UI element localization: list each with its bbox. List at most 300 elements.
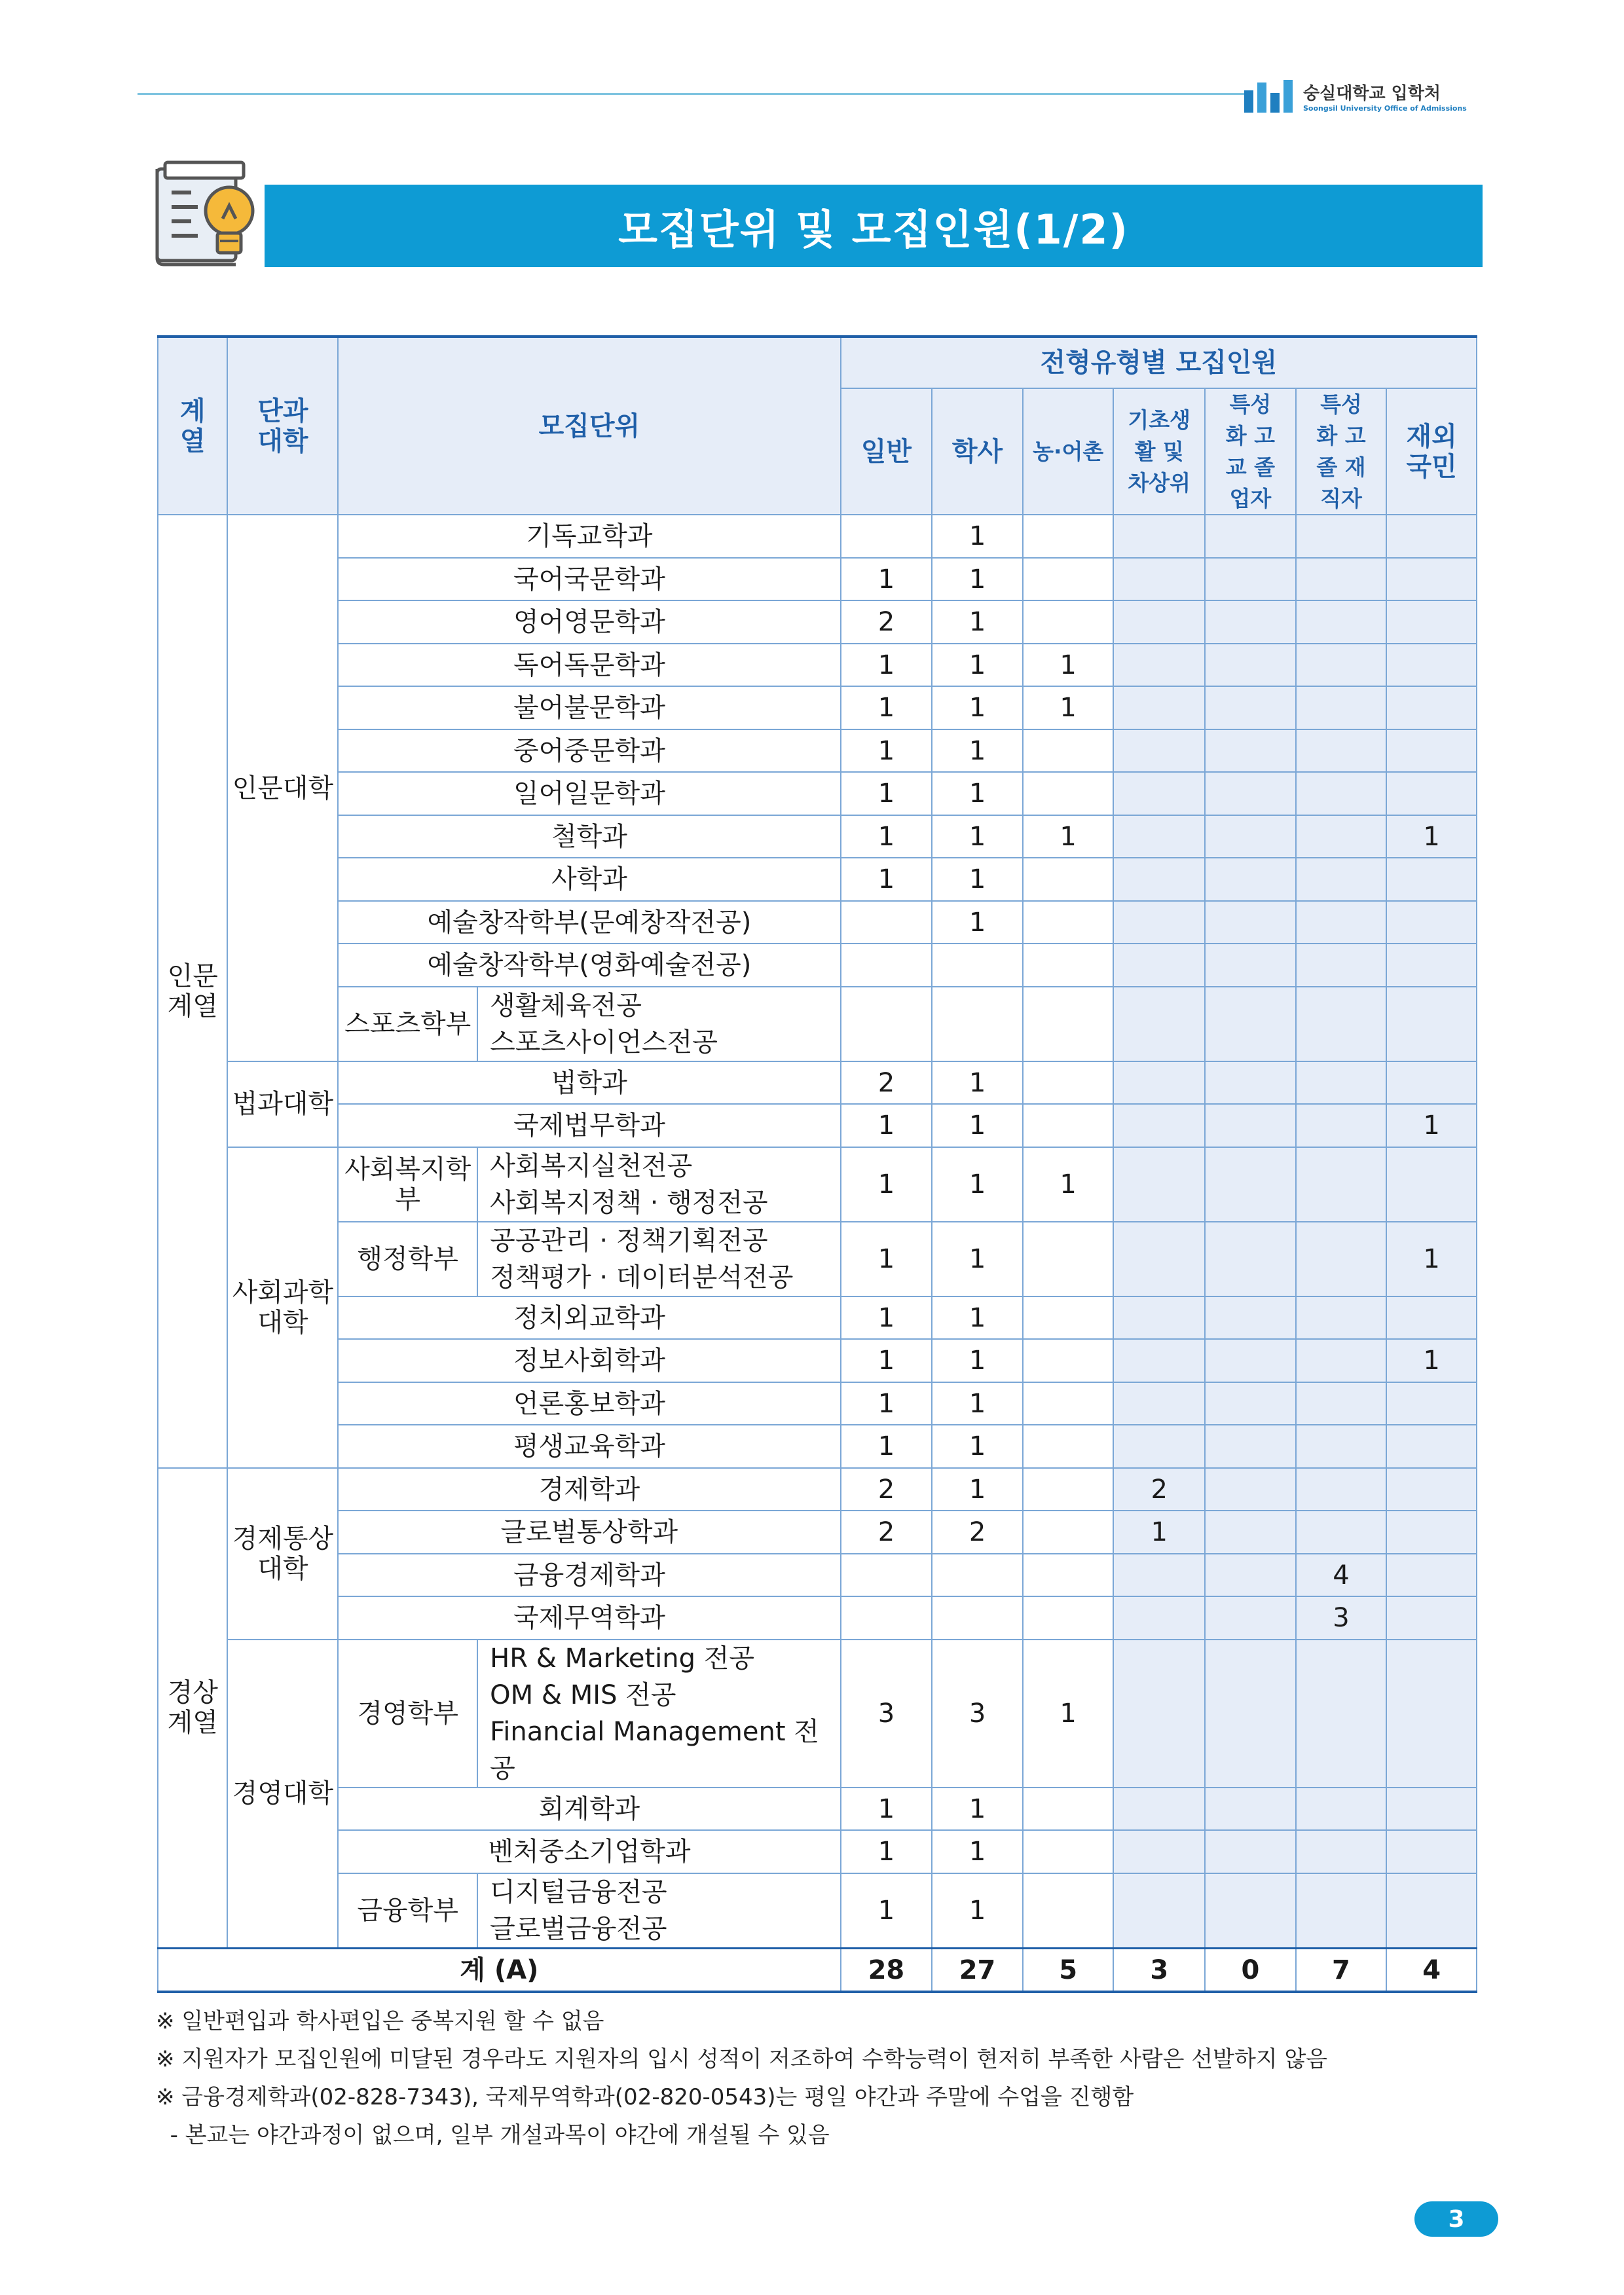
table-row [158, 1554, 1477, 1597]
quota-cell: 1 [1386, 815, 1477, 858]
quota-cell [1023, 1511, 1114, 1554]
quota-cell: 1 [1386, 1339, 1477, 1382]
quota-cell [1023, 1222, 1114, 1296]
quota-cell: 1 [932, 772, 1023, 815]
quota-cell [1113, 944, 1205, 987]
table-row [158, 1061, 1477, 1105]
quota-cell [1113, 686, 1205, 729]
quota-cell [841, 987, 932, 1061]
total-cell: 28 [841, 1948, 932, 1992]
quota-cell [1296, 600, 1387, 644]
quota-cell [1386, 858, 1477, 901]
quota-cell [1386, 1596, 1477, 1640]
quota-cell [1296, 1873, 1387, 1949]
quota-cell [1296, 1468, 1387, 1511]
quota-cell [1023, 558, 1114, 601]
quota-cell [1113, 1061, 1205, 1105]
quota-cell [841, 1554, 932, 1597]
quota-cell: 1 [932, 1222, 1023, 1296]
quota-cell [1296, 1788, 1387, 1831]
quota-cell [1296, 1104, 1387, 1147]
subdivision-cell: 행정학부 [338, 1222, 477, 1296]
quota-cell [1205, 1873, 1296, 1949]
quota-cell [1113, 729, 1205, 773]
quota-cell: 1 [932, 1873, 1023, 1949]
quota-cell [1296, 944, 1387, 987]
quota-cell [1296, 1640, 1387, 1788]
unit-cell: 기독교학과 [338, 515, 840, 558]
quota-cell [1113, 1147, 1205, 1222]
quota-cell [1386, 772, 1477, 815]
unit-cell: 예술창작학부(문예창작전공) [338, 901, 840, 944]
quota-cell [1386, 600, 1477, 644]
quota-cell [1113, 858, 1205, 901]
quota-cell [1296, 1296, 1387, 1340]
quota-cell [1113, 1873, 1205, 1949]
quota-cell: 1 [932, 1296, 1023, 1340]
quota-cell: 1 [932, 729, 1023, 773]
quota-cell [1023, 772, 1114, 815]
header-college: 단과 대학 [227, 337, 338, 515]
quota-cell [932, 944, 1023, 987]
unit-cell: 생활체육전공 스포츠사이언스전공 [477, 987, 840, 1061]
quota-cell: 1 [1023, 815, 1114, 858]
note-item: ※ 일반편입과 학사편입은 중복지원 할 수 없음 [156, 2008, 604, 2034]
total-cell: 0 [1205, 1948, 1296, 1992]
total-cell: 3 [1113, 1948, 1205, 1992]
unit-cell: 불어불문학과 [338, 686, 840, 729]
total-cell: 7 [1296, 1948, 1387, 1992]
quota-cell [1386, 1147, 1477, 1222]
quota-cell [1023, 515, 1114, 558]
quota-cell: 1 [1023, 644, 1114, 687]
unit-cell: 국제무역학과 [338, 1596, 840, 1640]
quota-cell: 1 [1023, 1640, 1114, 1788]
unit-cell: 영어영문학과 [338, 600, 840, 644]
college-cell: 법과대학 [227, 1061, 338, 1147]
quota-cell [1296, 987, 1387, 1061]
quota-cell [1296, 1061, 1387, 1105]
logo-korean-text: 숭실대학교 입학처 [1303, 84, 1441, 103]
table-row [158, 1147, 1477, 1222]
quota-cell [1386, 1640, 1477, 1788]
header-type-bachelor: 학사 [932, 388, 1023, 515]
quota-cell: 2 [841, 600, 932, 644]
quota-cell [1023, 1554, 1114, 1597]
quota-cell: 1 [932, 815, 1023, 858]
quota-cell [1205, 729, 1296, 773]
quota-cell [1205, 815, 1296, 858]
quota-cell [1023, 987, 1114, 1061]
table-row [158, 644, 1477, 687]
quota-cell: 1 [932, 558, 1023, 601]
unit-cell: 예술창작학부(영화예술전공) [338, 944, 840, 987]
college-cell: 인문대학 [227, 515, 338, 1061]
table-row [158, 944, 1477, 987]
quota-cell [1205, 1468, 1296, 1511]
unit-cell: 회계학과 [338, 1788, 840, 1831]
quota-cell [1205, 987, 1296, 1061]
quota-cell: 2 [841, 1061, 932, 1105]
quota-cell [1023, 1382, 1114, 1425]
quota-cell [1113, 1830, 1205, 1873]
quota-cell: 1 [841, 1222, 932, 1296]
table-row [158, 901, 1477, 944]
quota-cell [1113, 1788, 1205, 1831]
quota-cell: 1 [841, 644, 932, 687]
quota-cell [1296, 1339, 1387, 1382]
total-cell: 4 [1386, 1948, 1477, 1992]
quota-cell [1113, 1640, 1205, 1788]
quota-cell [1386, 944, 1477, 987]
quota-cell [1386, 1061, 1477, 1105]
quota-cell: 1 [841, 1147, 932, 1222]
quota-cell: 1 [932, 600, 1023, 644]
unit-cell: HR & Marketing 전공 OM & MIS 전공 Financial Management 전공 [477, 1640, 840, 1788]
quota-cell [1113, 1382, 1205, 1425]
quota-cell [932, 987, 1023, 1061]
quota-cell [1386, 1382, 1477, 1425]
quota-cell: 2 [841, 1468, 932, 1511]
quota-cell [1205, 1061, 1296, 1105]
quota-cell: 1 [841, 1382, 932, 1425]
quota-cell [1113, 1425, 1205, 1468]
document-lightbulb-icon [152, 160, 270, 271]
quota-cell: 1 [932, 1830, 1023, 1873]
header-type-general: 일반 [841, 388, 932, 515]
quota-cell [1386, 1511, 1477, 1554]
quota-cell [1386, 644, 1477, 687]
quota-cell [1113, 644, 1205, 687]
quota-cell [841, 515, 932, 558]
quota-cell [1023, 1830, 1114, 1873]
quota-cell: 1 [1023, 1147, 1114, 1222]
quota-cell [1023, 1061, 1114, 1105]
unit-cell: 정치외교학과 [338, 1296, 840, 1340]
quota-cell [1296, 772, 1387, 815]
quota-cell: 1 [932, 1147, 1023, 1222]
quota-cell: 1 [841, 1873, 932, 1949]
quota-cell [1023, 1296, 1114, 1340]
header-quota-group: 전형유형별 모집인원 [841, 337, 1477, 388]
unit-cell: 언론홍보학과 [338, 1382, 840, 1425]
table-row [158, 729, 1477, 773]
unit-cell: 국어국문학과 [338, 558, 840, 601]
quota-cell [1386, 686, 1477, 729]
quota-cell: 1 [841, 815, 932, 858]
quota-cell [1023, 1596, 1114, 1640]
quota-cell [1386, 1425, 1477, 1468]
quota-cell [1296, 815, 1387, 858]
table-row [158, 815, 1477, 858]
quota-cell [1205, 644, 1296, 687]
page-title: 모집단위 및 모집인원(1/2) [618, 205, 1129, 253]
quota-cell [1386, 1873, 1477, 1949]
quota-cell: 1 [932, 515, 1023, 558]
quota-cell [1113, 558, 1205, 601]
subdivision-cell: 금융학부 [338, 1873, 477, 1949]
unit-cell: 일어일문학과 [338, 772, 840, 815]
logo-mark-icon [1244, 80, 1293, 113]
quota-cell [1205, 1788, 1296, 1831]
quota-cell [1386, 729, 1477, 773]
unit-cell: 벤처중소기업학과 [338, 1830, 840, 1873]
gye-cell: 경상 계열 [158, 1468, 227, 1949]
quota-cell [1296, 1830, 1387, 1873]
quota-cell [1023, 1339, 1114, 1382]
college-cell: 경영대학 [227, 1640, 338, 1949]
quota-cell: 1 [932, 858, 1023, 901]
unit-cell: 사학과 [338, 858, 840, 901]
quota-cell [1205, 1296, 1296, 1340]
table-row [158, 1873, 1477, 1949]
quota-cell: 1 [1386, 1104, 1477, 1147]
quota-cell [1023, 1468, 1114, 1511]
quota-cell [1113, 1339, 1205, 1382]
header-type-vocational-worker: 특성화 고졸 재직자 [1296, 388, 1387, 515]
quota-cell [932, 1596, 1023, 1640]
quota-cell [1023, 1104, 1114, 1147]
quota-cell [1205, 858, 1296, 901]
quota-cell [1386, 1788, 1477, 1831]
quota-cell: 1 [841, 858, 932, 901]
quota-cell [1205, 1425, 1296, 1468]
table-row [158, 1425, 1477, 1468]
header-type-basic-living: 기초생활 및 차상위 [1113, 388, 1205, 515]
quota-cell [1296, 558, 1387, 601]
unit-cell: 평생교육학과 [338, 1425, 840, 1468]
quota-cell [1113, 772, 1205, 815]
unit-cell: 독어독문학과 [338, 644, 840, 687]
unit-cell: 글로벌통상학과 [338, 1511, 840, 1554]
quota-cell: 2 [1113, 1468, 1205, 1511]
quota-cell [1205, 558, 1296, 601]
unit-cell: 디지털금융전공 글로벌금융전공 [477, 1873, 840, 1949]
note-item: ※ 지원자가 모집인원에 미달된 경우라도 지원자의 입시 성적이 저조하여 수학능력이 현저히 부족한 사람은 선발하지 않음 [156, 2046, 1328, 2072]
quota-cell [1113, 515, 1205, 558]
notes-section [156, 2002, 1485, 2154]
table-row [158, 1296, 1477, 1340]
quota-cell [1296, 1511, 1387, 1554]
quota-cell: 3 [841, 1640, 932, 1788]
quota-cell [1296, 1425, 1387, 1468]
quota-cell [1113, 1104, 1205, 1147]
table-row [158, 1104, 1477, 1147]
quota-cell: 1 [932, 644, 1023, 687]
quota-cell [1296, 515, 1387, 558]
quota-cell [1296, 901, 1387, 944]
college-cell: 경제통상 대학 [227, 1468, 338, 1640]
quota-cell: 1 [932, 1339, 1023, 1382]
quota-cell [1205, 1511, 1296, 1554]
quota-cell [1113, 1222, 1205, 1296]
total-label: 계 (A) [158, 1948, 841, 1992]
quota-cell: 1 [841, 1296, 932, 1340]
admissions-quota-table [157, 335, 1477, 1993]
note-item: - 본교는 야간과정이 없으며, 일부 개설과목이 야간에 개설될 수 있음 [156, 2122, 830, 2148]
quota-cell [1205, 1382, 1296, 1425]
quota-cell [1386, 1830, 1477, 1873]
table-row [158, 686, 1477, 729]
quota-cell: 1 [841, 1788, 932, 1831]
quota-cell [1205, 686, 1296, 729]
table-row [158, 858, 1477, 901]
quota-cell [1296, 1147, 1387, 1222]
quota-cell [1023, 1873, 1114, 1949]
page-title-bar [265, 185, 1483, 267]
college-cell: 사회과학 대학 [227, 1147, 338, 1468]
quota-cell [1205, 944, 1296, 987]
quota-cell [1023, 729, 1114, 773]
table-row [158, 1788, 1477, 1831]
quota-cell: 1 [932, 1425, 1023, 1468]
quota-cell: 1 [932, 1788, 1023, 1831]
quota-cell [1205, 1640, 1296, 1788]
quota-cell [1296, 644, 1387, 687]
header-type-overseas: 재외 국민 [1386, 388, 1477, 515]
quota-cell [841, 1596, 932, 1640]
quota-cell: 1 [1023, 686, 1114, 729]
quota-cell: 1 [932, 901, 1023, 944]
unit-cell: 금융경제학과 [338, 1554, 840, 1597]
quota-cell [1023, 858, 1114, 901]
subdivision-cell: 경영학부 [338, 1640, 477, 1788]
table-row [158, 1640, 1477, 1788]
header-type-rural: 농·어촌 [1023, 388, 1114, 515]
quota-cell: 3 [1296, 1596, 1387, 1640]
header-gye: 계 열 [158, 337, 227, 515]
table-row [158, 515, 1477, 558]
quota-cell: 1 [932, 686, 1023, 729]
quota-cell: 1 [841, 1339, 932, 1382]
quota-cell [1386, 558, 1477, 601]
quota-cell [841, 944, 932, 987]
table-row [158, 1596, 1477, 1640]
table-row [158, 1468, 1477, 1511]
table-row [158, 1339, 1477, 1382]
gye-cell: 인문 계열 [158, 515, 227, 1468]
quota-cell [1023, 901, 1114, 944]
quota-cell [1205, 1222, 1296, 1296]
unit-cell: 국제법무학과 [338, 1104, 840, 1147]
quota-cell [1296, 1382, 1387, 1425]
quota-cell [1386, 515, 1477, 558]
quota-cell [1023, 1788, 1114, 1831]
quota-cell: 3 [932, 1640, 1023, 1788]
quota-cell [1023, 600, 1114, 644]
quota-cell: 1 [932, 1468, 1023, 1511]
total-cell: 27 [932, 1948, 1023, 1992]
quota-cell [1023, 1425, 1114, 1468]
quota-cell [1386, 987, 1477, 1061]
quota-cell [1296, 729, 1387, 773]
table-row [158, 772, 1477, 815]
quota-cell [1386, 1468, 1477, 1511]
quota-cell [1023, 944, 1114, 987]
quota-cell [1205, 1147, 1296, 1222]
quota-cell [1113, 815, 1205, 858]
unit-cell: 경제학과 [338, 1468, 840, 1511]
unit-cell: 사회복지실천전공 사회복지정책 · 행정전공 [477, 1147, 840, 1222]
quota-cell: 2 [932, 1511, 1023, 1554]
total-row [158, 1948, 1477, 1992]
table-row [158, 1511, 1477, 1554]
table-row [158, 987, 1477, 1061]
quota-cell: 1 [841, 772, 932, 815]
quota-cell [1205, 1104, 1296, 1147]
header-unit: 모집단위 [338, 337, 840, 515]
quota-cell: 1 [1386, 1222, 1477, 1296]
logo-english-text: Soongsil University Office of Admissions [1303, 104, 1467, 113]
quota-cell [1296, 1222, 1387, 1296]
quota-cell [1205, 600, 1296, 644]
quota-cell [1205, 1554, 1296, 1597]
quota-cell: 1 [841, 686, 932, 729]
quota-cell [1386, 901, 1477, 944]
quota-cell [1296, 686, 1387, 729]
table-body [158, 515, 1477, 1992]
quota-cell: 1 [841, 1425, 932, 1468]
quota-cell: 1 [841, 1830, 932, 1873]
quota-cell: 2 [841, 1511, 932, 1554]
table-row [158, 600, 1477, 644]
quota-cell [1113, 901, 1205, 944]
table-row [158, 1382, 1477, 1425]
quota-cell [1205, 1830, 1296, 1873]
quota-cell [1113, 1296, 1205, 1340]
quota-cell: 1 [841, 1104, 932, 1147]
total-cell: 5 [1023, 1948, 1114, 1992]
subdivision-cell: 사회복지학부 [338, 1147, 477, 1222]
university-logo [1244, 73, 1519, 119]
quota-cell [1205, 1596, 1296, 1640]
quota-cell [1296, 858, 1387, 901]
quota-cell [1386, 1554, 1477, 1597]
unit-cell: 철학과 [338, 815, 840, 858]
quota-cell [1205, 1339, 1296, 1382]
quota-cell [1386, 1296, 1477, 1340]
quota-cell: 1 [932, 1104, 1023, 1147]
unit-cell: 정보사회학과 [338, 1339, 840, 1382]
table-row [158, 1830, 1477, 1873]
note-item: ※ 금융경제학과(02-828-7343), 국제무역학과(02-820-0543)는 평일 야간과 주말에 수업을 진행함 [156, 2084, 1134, 2110]
quota-cell [1113, 1596, 1205, 1640]
quota-cell [932, 1554, 1023, 1597]
header-rule [138, 93, 1401, 95]
quota-cell [1205, 772, 1296, 815]
table-row [158, 558, 1477, 601]
quota-cell [841, 901, 932, 944]
quota-cell: 1 [932, 1382, 1023, 1425]
quota-cell [1205, 515, 1296, 558]
quota-cell: 4 [1296, 1554, 1387, 1597]
unit-cell: 법학과 [338, 1061, 840, 1105]
quota-cell [1113, 600, 1205, 644]
quota-cell [1205, 901, 1296, 944]
unit-cell: 공공관리 · 정책기획전공 정책평가 · 데이터분석전공 [477, 1222, 840, 1296]
unit-cell: 중어중문학과 [338, 729, 840, 773]
table-row [158, 1222, 1477, 1296]
quota-cell: 1 [932, 1061, 1023, 1105]
quota-cell: 1 [1113, 1511, 1205, 1554]
page-number: 3 [1414, 2201, 1498, 2237]
quota-cell [1113, 987, 1205, 1061]
quota-cell [1113, 1554, 1205, 1597]
quota-cell: 1 [841, 558, 932, 601]
header-type-vocational-grad: 특성화 고교 졸업자 [1205, 388, 1296, 515]
subdivision-cell: 스포츠학부 [338, 987, 477, 1061]
quota-cell: 1 [841, 729, 932, 773]
